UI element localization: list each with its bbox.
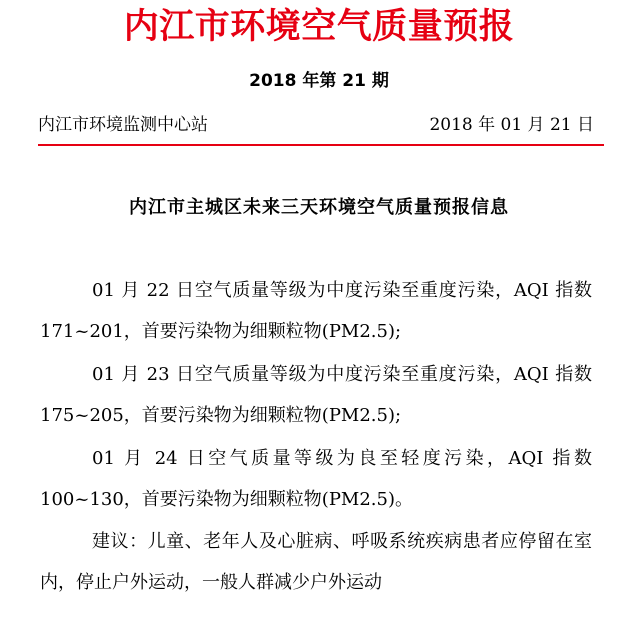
meta-row <box>38 112 594 138</box>
forecast-day-3: 01 月 24 日空气质量等级为良至轻度污染，AQI 指数 100~130，首要污染物为细颗粒物(PM2.5)。 <box>40 448 592 510</box>
health-advice: 建议：儿童、老年人及心脏病、呼吸系统疾病患者应停留在室内，停止户外运动，一般人群减少户外运动 <box>40 531 592 593</box>
forecast-day-1: 01 月 22 日空气质量等级为中度污染至重度污染，AQI 指数 171~201，首要污染物为细颗粒物(PM2.5); <box>40 280 592 342</box>
section-subtitle: 内江市主城区未来三天环境空气质量预报信息 <box>129 197 509 218</box>
forecast-day-2: 01 月 23 日空气质量等级为中度污染至重度污染，AQI 指数 175~205，首要污染物为细颗粒物(PM2.5); <box>40 364 592 426</box>
report-title: 内江市环境空气质量预报 <box>123 7 515 47</box>
organization-name: 内江市环境监测中心站 <box>38 115 208 135</box>
issue-number: 2018 年第 21 期 <box>249 71 389 91</box>
publish-date: 2018 年 01 月 21 日 <box>429 115 594 135</box>
header-divider <box>38 144 604 146</box>
